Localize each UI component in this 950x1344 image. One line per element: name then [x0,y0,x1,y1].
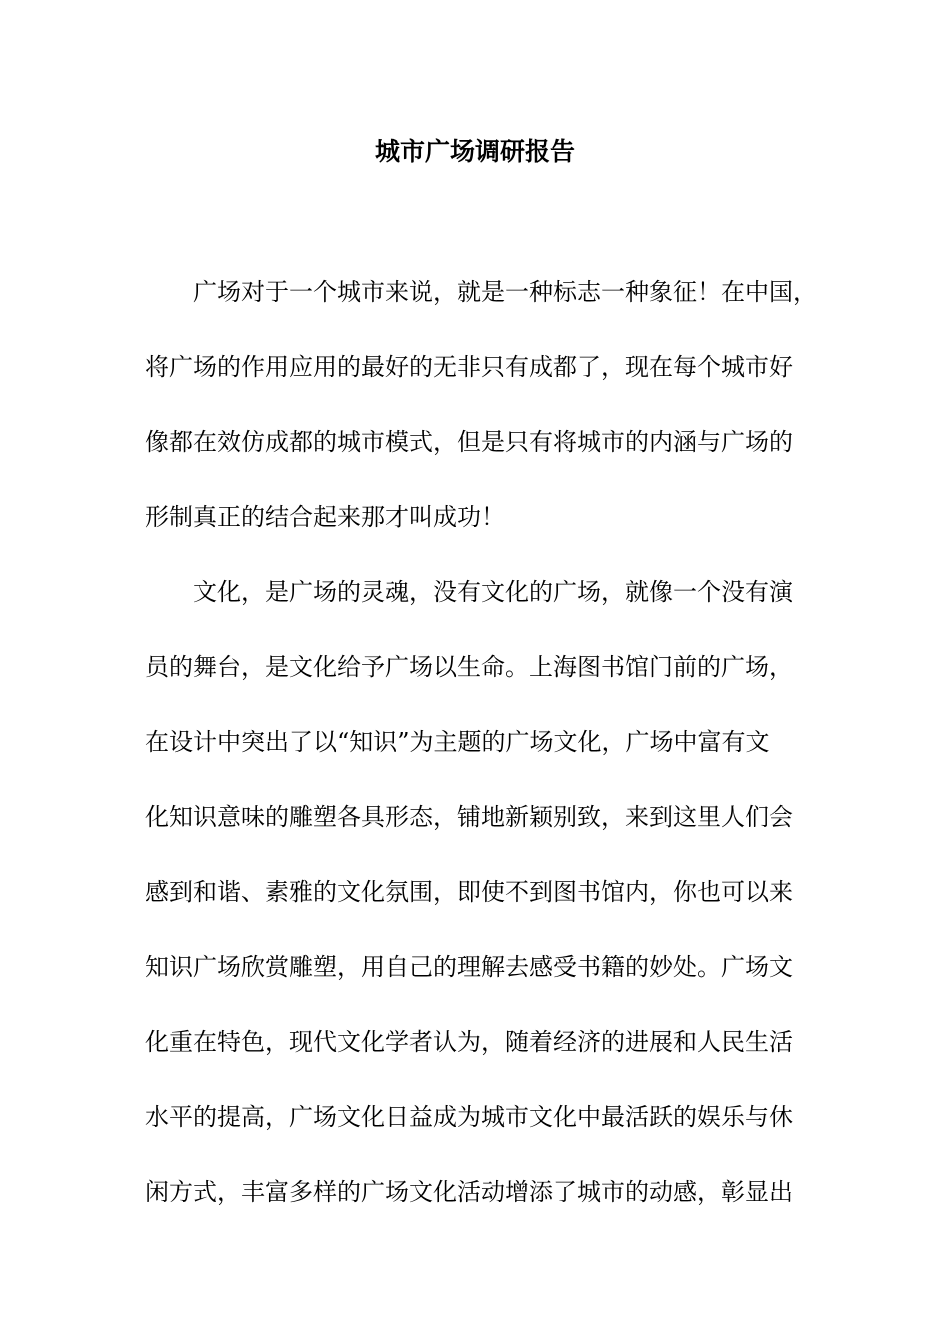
document-body [145,255,817,1230]
paragraph-line: 文化，是广场的灵魂，没有文化的广场，就像一个没有演 [193,578,793,606]
paragraph-line: 化知识意味的雕塑各具形态，铺地新颖别致，来到这里人们会 [145,803,793,831]
paragraph-2 [145,555,817,1230]
paragraph-line: 知识广场欣赏雕塑，用自己的理解去感受书籍的妙处。广场文 [145,953,793,981]
paragraph-line: 水平的提高，广场文化日益成为城市文化中最活跃的娱乐与休 [145,1103,793,1131]
paragraph-line: 感到和谐、素雅的文化氛围，即使不到图书馆内，你也可以来 [145,878,793,906]
paragraph-line: 闲方式，丰富多样的广场文化活动增添了城市的动感，彰显出 [145,1178,793,1206]
paragraph-line: 在设计中突出了以“知识”为主题的广场文化，广场中富有文 [145,728,770,756]
paragraph-line: 广场对于一个城市来说，就是一种标志一种象征！在中国， [193,278,817,306]
paragraph-1 [145,255,817,555]
paragraph-line: 像都在效仿成都的城市模式，但是只有将城市的内涵与广场的 [145,428,793,456]
paragraph-line: 将广场的作用应用的最好的无非只有成都了，现在每个城市好 [145,353,793,381]
paragraph-line: 员的舞台，是文化给予广场以生命。上海图书馆门前的广场， [145,653,793,681]
paragraph-line: 化重在特色，现代文化学者认为，随着经济的进展和人民生活 [145,1028,793,1056]
document-title: 城市广场调研报告 [374,137,575,166]
paragraph-line: 形制真正的结合起来那才叫成功！ [145,503,505,531]
